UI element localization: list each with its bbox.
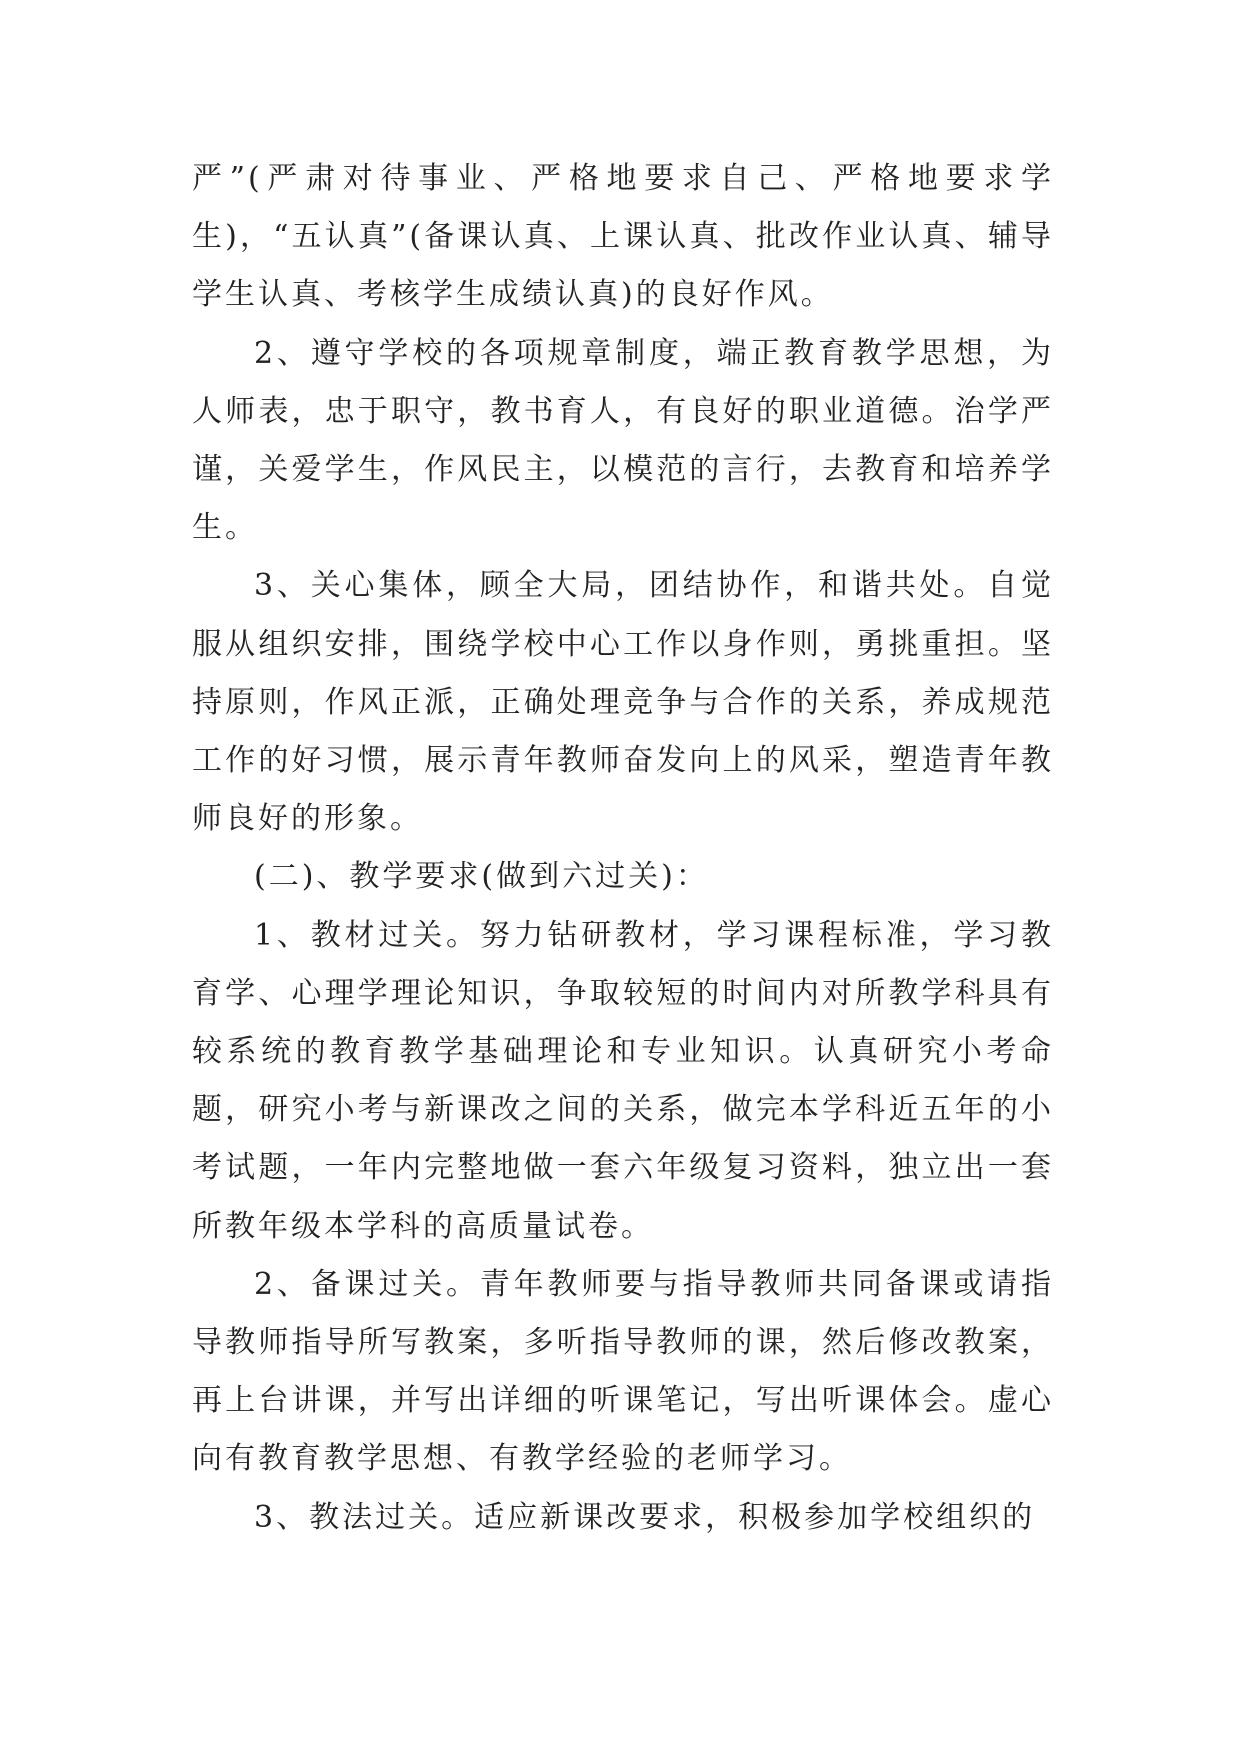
paragraph-continuation: 严”(严肃对待事业、严格地要求自己、严格地要求学生)，“五认真”(备课认真、上课认真、批改作业认真、辅导学生认真、考核学生成绩认真)的良好作风。 bbox=[192, 161, 1054, 313]
paragraph-lesson-prep: 2、备课过关。青年教师要与指导教师共同备课或请指导教师指导所写教案，多听指导教师的课，然后修改教案，再上台讲课，并写出详细的听课笔记，写出听课体会。虚心向有教育教学思想、有教学经验的老师学习。 bbox=[192, 1266, 1054, 1477]
section-heading-teaching-requirements: (二)、教学要求(做到六过关)： bbox=[254, 859, 709, 895]
paragraph-teaching-method: 3、教法过关。适应新课改要求，积极参加学校组织的 bbox=[254, 1499, 1036, 1535]
paragraph-item-2: 2、遵守学校的各项规章制度，端正教育教学思想，为人师表，忠于职守，教书育人，有良好的职业道德。治学严谨，关爱学生，作风民主，以模范的言行，去教育和培养学生。 bbox=[192, 335, 1054, 546]
paragraph-textbook: 1、教材过关。努力钻研教材，学习课程标准，学习教育学、心理学理论知识，争取较短的时间内对所教学科具有较系统的教育教学基础理论和专业知识。认真研究小考命题，研究小考与新课改之间的关系，做完本学科近五年的小考试题，一年内完整地做一套六年级复习资料，独立出一套所教年级本学科的高质量试卷。 bbox=[192, 917, 1054, 1244]
document-body bbox=[192, 150, 1054, 1547]
paragraph-item-3: 3、关心集体，顾全大局，团结协作，和谐共处。自觉服从组织安排，围绕学校中心工作以身作则，勇挑重担。坚持原则，作风正派，正确处理竞争与合作的关系，养成规范工作的好习惯，展示青年教师奋发向上的风采，塑造青年教师良好的形象。 bbox=[192, 568, 1054, 837]
